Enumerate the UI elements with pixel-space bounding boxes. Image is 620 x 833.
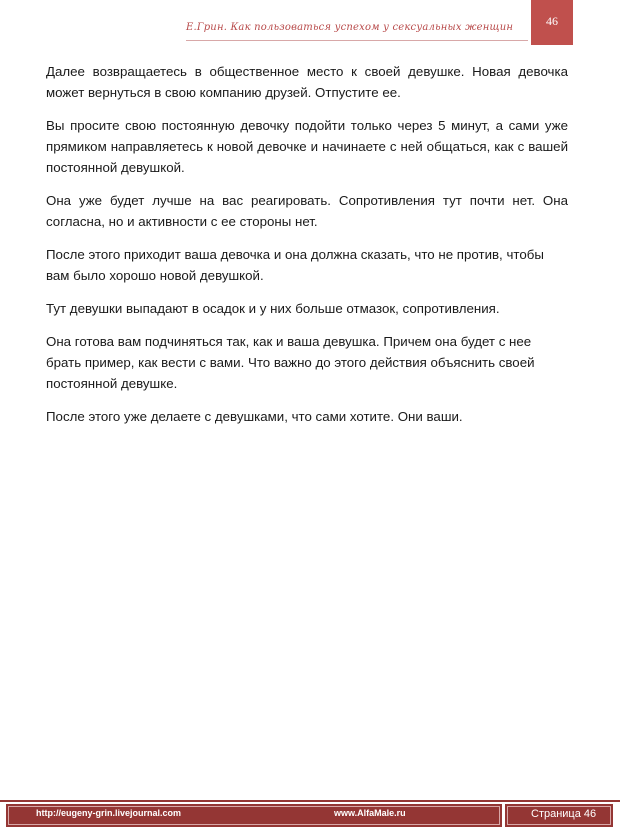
paragraph: Она уже будет лучше на вас реагировать. Сопротивления тут почти нет. Она согласна, но и активности с ее стороны нет. (46, 193, 568, 229)
running-header: Е.Грин. Как пользоваться успехом у сексуальных женщин (186, 22, 514, 33)
footer-livejournal-link[interactable]: http://eugeny-grin.livejournal.com (36, 808, 182, 818)
main-text (46, 61, 568, 439)
page-number-badge: 46 (531, 0, 573, 45)
paragraph: Далее возвращаетесь в общественное место к своей девушке. Новая девочка может вернуться в свою компанию друзей. Отпустите ее. (46, 64, 568, 100)
footer-page-label: Страница 46 (531, 808, 597, 820)
paragraph: Она готова вам подчиняться так, как и ваша девушка. Причем она будет с нее брать пример, как вести с вами. Что важно до этого действия объяснить своей постоянной девушке. (46, 334, 535, 391)
paragraph: Тут девушки выпадают в осадок и у них больше отмазок, сопротивления. (46, 301, 500, 316)
paragraph: Вы просите свою постоянную девочку подойти только через 5 минут, а сами уже прямиком направляетесь к новой девочке и начинаете с ней общаться, как с вашей постоянной девушкой. (46, 118, 568, 175)
header-divider (186, 40, 528, 41)
paragraph: После этого приходит ваша девочка и она должна сказать, что не против, чтобы вам было хорошо новой девушкой. (46, 247, 544, 283)
footer-alfamale-link[interactable]: www.AlfaMale.ru (334, 808, 406, 818)
paragraph: После этого уже делаете с девушками, что сами хотите. Они ваши. (46, 409, 463, 424)
